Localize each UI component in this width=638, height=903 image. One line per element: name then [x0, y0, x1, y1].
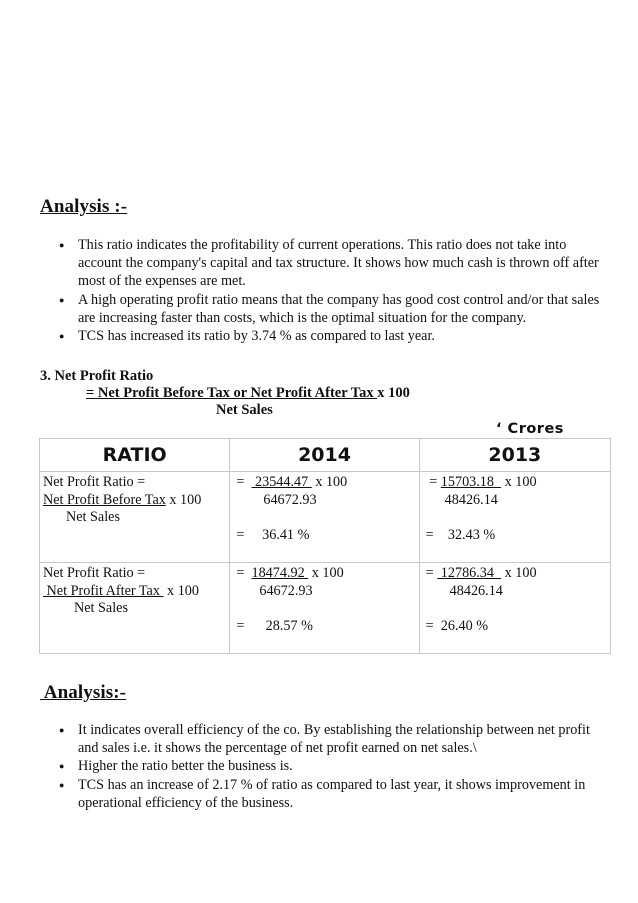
value-2013-denominator: 48426.14 — [449, 583, 503, 599]
value-2013-fraction — [426, 565, 537, 582]
value-2013-cell — [419, 472, 610, 563]
ratio-multiplier: x 100 — [163, 583, 199, 599]
table-row — [40, 472, 611, 563]
equals-sign: = — [425, 565, 438, 581]
list-item: ● It indicates overall efficiency of the co. By establishing the relationship between net profit and sales i.e. it shows the percentage of net profit earned on net sales.\ — [40, 721, 608, 757]
analysis-heading: Analysis :- — [40, 196, 128, 217]
ratio-denominator: Net Sales — [66, 509, 120, 525]
list-item: ● TCS has increased its ratio by 3.74 % as compared to last year. — [40, 327, 608, 345]
value-2014-multiplier: x 100 — [311, 474, 348, 490]
formula-numerator-line — [86, 385, 410, 402]
value-2014-numerator: 18474.92 — [251, 565, 309, 581]
value-2014-fraction — [236, 565, 343, 582]
list-item: ● Higher the ratio better the business is. — [40, 757, 608, 775]
value-2013-result: = 32.43 % — [425, 527, 496, 543]
header-ratio: RATIO — [40, 439, 230, 472]
value-2013-cell — [419, 563, 610, 654]
list-item: ● This ratio indicates the profitability of current operations. This ratio does not take into account the company's capital and tax structure. It shows how much cash is thrown off after most of the expenses are met. — [40, 236, 608, 291]
ratio-numerator: Net Profit After Tax — [43, 583, 164, 599]
table-header-row — [40, 439, 611, 472]
ratio-formula-line — [43, 492, 201, 509]
value-2014-result: = 36.41 % — [236, 527, 310, 543]
value-2014-numerator: 23544.47 — [251, 474, 312, 490]
header-2014: 2014 — [230, 439, 419, 472]
value-2013-multiplier: x 100 — [501, 474, 537, 490]
equals-sign: = — [236, 565, 252, 581]
ratio-label: Net Profit Ratio = — [43, 474, 146, 490]
list-item: ● A high operating profit ratio means that the company has good cost control and/or that sales are increasing faster than costs, which is the optimal situation for the company. — [40, 291, 608, 327]
ratio-cell — [40, 563, 230, 654]
analysis-heading: Analysis:- — [40, 682, 127, 703]
value-2014-denominator: 64672.93 — [259, 583, 313, 599]
equals-sign: = — [425, 474, 441, 490]
formula-multiplier: x 100 — [377, 385, 410, 401]
analysis-bullet-list — [40, 236, 608, 345]
value-2013-denominator: 48426.14 — [444, 492, 498, 508]
value-2013-fraction — [426, 474, 537, 491]
header-2013: 2013 — [419, 439, 610, 472]
formula-denominator: Net Sales — [216, 402, 273, 418]
equals-sign: = — [236, 474, 252, 490]
analysis-bullet-list — [40, 721, 608, 812]
ratio-table — [39, 438, 611, 654]
ratio-multiplier: x 100 — [165, 492, 202, 508]
value-2014-fraction — [236, 474, 347, 491]
value-2014-result: = 28.57 % — [236, 618, 313, 634]
ratio-denominator: Net Sales — [74, 600, 128, 616]
value-2013-numerator: 15703.18 — [440, 474, 502, 490]
section-title: 3. Net Profit Ratio — [40, 368, 154, 384]
formula-numerator: Net Profit Before Tax or Net Profit After Tax — [97, 385, 378, 401]
ratio-label: Net Profit Ratio = — [43, 565, 146, 581]
units-label: ‘ Crores — [496, 421, 564, 437]
list-item: ● TCS has an increase of 2.17 % of ratio as compared to last year, it shows improvement in operational efficiency of the business. — [40, 776, 608, 812]
value-2013-result: = 26.40 % — [425, 618, 489, 634]
table-row — [40, 563, 611, 654]
value-2014-multiplier: x 100 — [308, 565, 344, 581]
ratio-numerator: Net Profit Before Tax — [43, 492, 166, 508]
ratio-cell — [40, 472, 230, 563]
formula-prefix: = — [86, 385, 98, 401]
value-2013-numerator: 12786.34 — [437, 565, 502, 581]
value-2014-cell — [230, 472, 419, 563]
value-2014-cell — [230, 563, 419, 654]
value-2014-denominator: 64672.93 — [263, 492, 317, 508]
value-2013-multiplier: x 100 — [501, 565, 537, 581]
ratio-formula-line — [43, 583, 199, 600]
